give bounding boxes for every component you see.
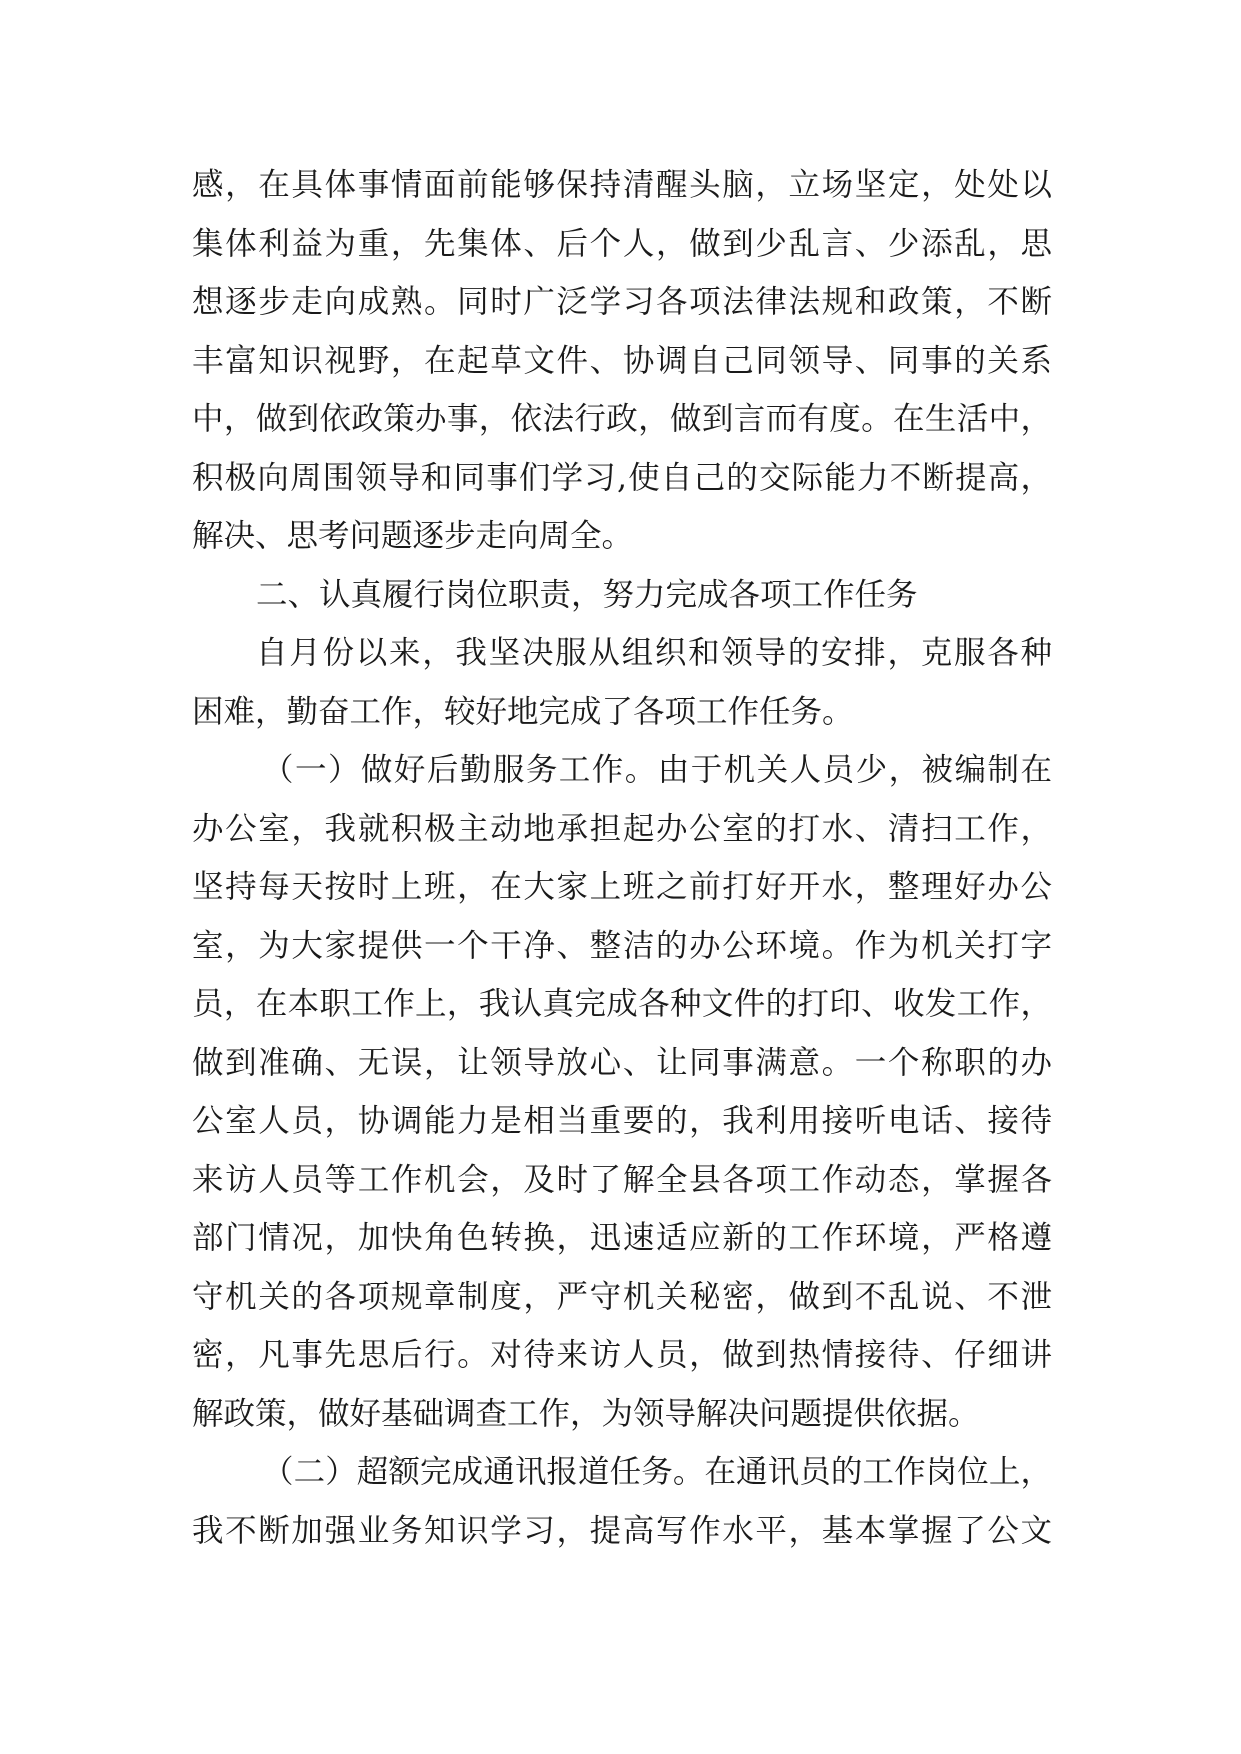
text-line: 中，做到依政策办事，依法行政，做到言而有度。在生活中， xyxy=(192,401,1052,437)
document-page xyxy=(192,156,1052,1560)
text-line: 守机关的各项规章制度，严守机关秘密，做到不乱说、不泄 xyxy=(192,1278,1052,1315)
text-line: 解政策，做好基础调查工作，为领导解决问题提供依据。 xyxy=(192,1395,980,1432)
text-line: 坚持每天按时上班，在大家上班之前打好开水，整理好办公 xyxy=(192,869,1052,905)
paragraph xyxy=(192,624,1052,741)
heading-text: 二、认真履行岗位职责，努力完成各项工作任务 xyxy=(256,576,918,613)
text-line: 解决、思考问题逐步走向周全。 xyxy=(192,518,634,554)
paragraph xyxy=(192,1443,1052,1560)
text-line: 办公室，我就积极主动地承担起办公室的打水、清扫工作， xyxy=(192,810,1052,847)
text-line: 集体利益为重，先集体、后个人，做到少乱言、少添乱，思 xyxy=(192,225,1052,262)
text-line: （一）做好后勤服务工作。由于机关人员少，被编制在 xyxy=(262,752,1052,788)
text-line: 密，凡事先思后行。对待来访人员，做到热情接待、仔细讲 xyxy=(192,1337,1052,1373)
text-line: 感，在具体事情面前能够保持清醒头脑，立场坚定，处处以 xyxy=(192,167,1052,203)
text-line: 想逐步走向成熟。同时广泛学习各项法律法规和政策，不断 xyxy=(192,284,1052,320)
text-line: 自月份以来，我坚决服从组织和领导的安排，克服各种 xyxy=(256,635,1052,671)
text-line: 做到准确、无误，让领导放心、让同事满意。一个称职的办 xyxy=(192,1044,1052,1081)
text-line: （二）超额完成通讯报道任务。在通讯员的工作岗位上， xyxy=(262,1454,1052,1490)
text-line: 室，为大家提供一个干净、整洁的办公环境。作为机关打字 xyxy=(192,927,1052,964)
text-line: 部门情况，加快角色转换，迅速适应新的工作环境，严格遵 xyxy=(192,1220,1052,1256)
text-line: 丰富知识视野，在起草文件、协调自己同领导、同事的关系 xyxy=(192,342,1052,379)
text-line: 公室人员，协调能力是相当重要的，我利用接听电话、接待 xyxy=(192,1103,1052,1139)
section-heading xyxy=(192,566,1052,625)
paragraph xyxy=(192,156,1052,566)
text-line: 我不断加强业务知识学习，提高写作水平，基本掌握了公文 xyxy=(192,1512,1052,1549)
text-line: 困难，勤奋工作，较好地完成了各项工作任务。 xyxy=(192,693,854,730)
paragraph xyxy=(192,741,1052,1443)
text-line: 来访人员等工作机会，及时了解全县各项工作动态，掌握各 xyxy=(192,1161,1052,1198)
text-line: 员，在本职工作上，我认真完成各种文件的打印、收发工作， xyxy=(192,986,1052,1022)
text-line: 积极向周围领导和同事们学习,使自己的交际能力不断提高， xyxy=(192,459,1052,496)
